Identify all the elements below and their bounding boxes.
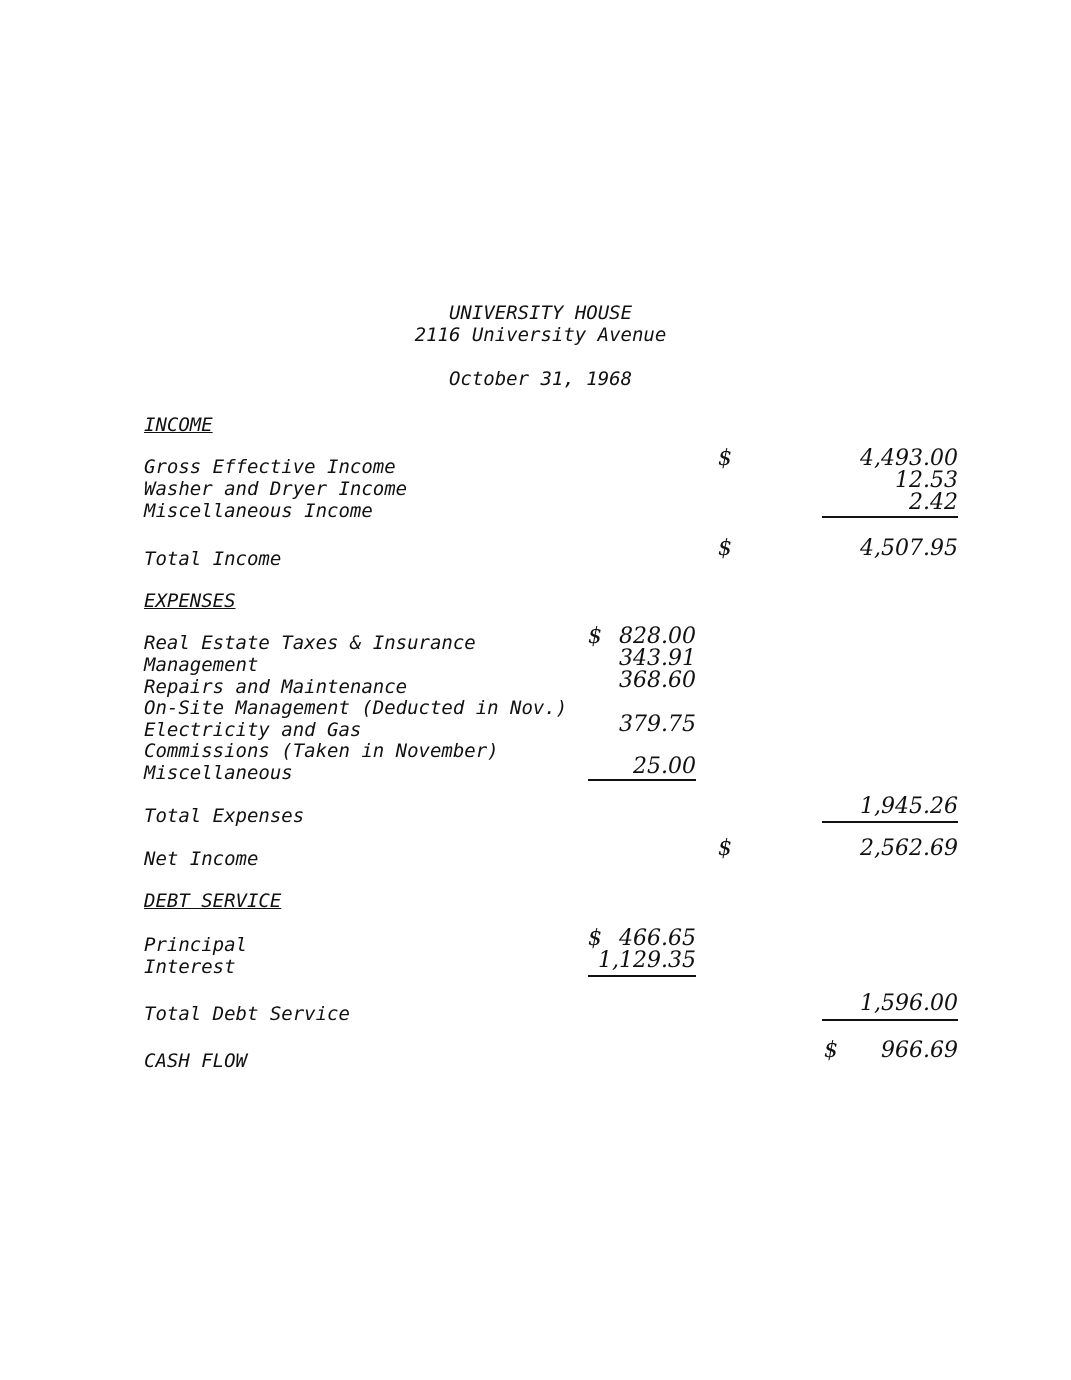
total-income-label: Total Income	[144, 548, 282, 570]
income-item-label: Washer and Dryer Income	[144, 478, 408, 500]
expense-item-label: Miscellaneous	[144, 762, 293, 784]
currency-symbol: $	[588, 926, 602, 951]
currency-symbol: $	[588, 624, 602, 649]
debt-service-heading: DEBT SERVICE	[144, 890, 282, 912]
currency-symbol: $	[824, 1038, 838, 1063]
expense-item-label: Repairs and Maintenance	[144, 676, 408, 698]
expense-item-amount: 343.91	[619, 646, 696, 671]
debt-item-label: Principal	[144, 934, 247, 956]
income-heading: INCOME	[144, 414, 213, 436]
expenses-subtotal-rule	[588, 779, 696, 781]
net-income-amount: $ 2,562.69	[718, 836, 958, 861]
expense-item-label: On-Site Management (Deducted in Nov.)	[144, 697, 568, 719]
address: 2116 University Avenue	[414, 324, 667, 346]
report-date: October 31, 1968	[448, 368, 633, 390]
total-expenses-label: Total Expenses	[144, 805, 305, 827]
income-item-amount: $ 4,493.00	[718, 446, 958, 471]
cash-flow-label: CASH FLOW	[144, 1050, 247, 1072]
income-item-amount: 2.42	[909, 490, 958, 515]
currency-symbol: $	[718, 446, 732, 471]
expense-item-label: Real Estate Taxes & Insurance	[144, 632, 476, 654]
expense-item-label: Commissions (Taken in November)	[144, 740, 499, 762]
debt-item-label: Interest	[144, 956, 236, 978]
total-debt-service-label: Total Debt Service	[144, 1003, 350, 1025]
debt-subtotal-rule	[588, 975, 696, 977]
income-item-amount: 12.53	[895, 468, 958, 493]
page-title: UNIVERSITY HOUSE	[448, 302, 633, 324]
debt-item-amount: $ 466.65	[588, 926, 696, 951]
expense-item-amount: $ 828.00	[588, 624, 696, 649]
expense-item-label: Management	[144, 654, 259, 676]
expense-item-amount: 25.00	[633, 754, 696, 779]
total-debt-service-amount: 1,596.00	[860, 991, 958, 1016]
income-item-label: Miscellaneous Income	[144, 500, 373, 522]
currency-symbol: $	[718, 836, 732, 861]
expense-item-amount: 379.75	[619, 712, 696, 737]
income-subtotal-rule	[822, 516, 958, 518]
currency-symbol: $	[718, 536, 732, 561]
total-expenses-rule	[822, 821, 958, 823]
cash-flow-amount: $ 966.69	[824, 1038, 958, 1063]
income-item-label: Gross Effective Income	[144, 456, 396, 478]
total-expenses-amount: 1,945.26	[860, 794, 958, 819]
net-income-label: Net Income	[144, 848, 259, 870]
expenses-heading: EXPENSES	[144, 590, 236, 612]
expense-item-amount: 368.60	[619, 668, 696, 693]
expense-item-label: Electricity and Gas	[144, 719, 362, 741]
debt-item-amount: 1,129.35	[598, 948, 696, 973]
total-income-amount: $ 4,507.95	[718, 536, 958, 561]
total-debt-service-rule	[822, 1019, 958, 1021]
